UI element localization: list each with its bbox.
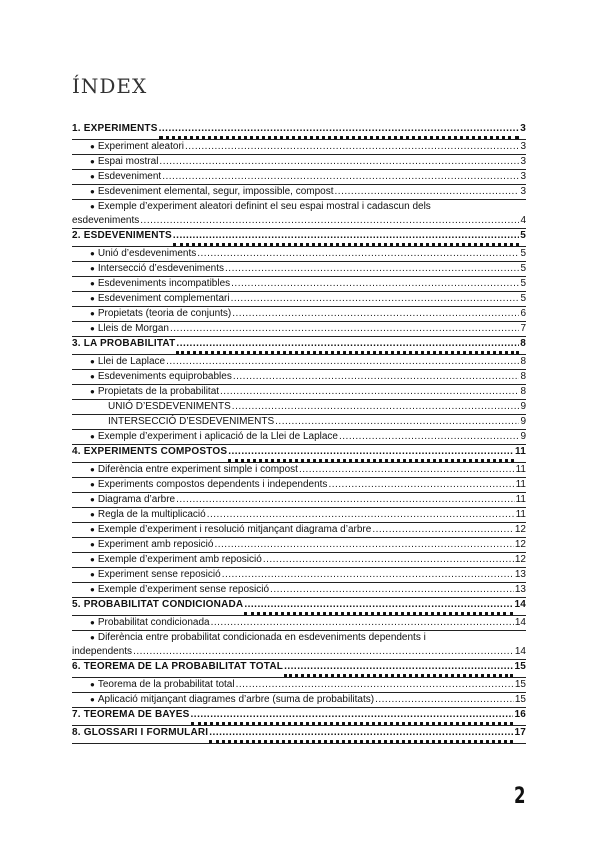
toc-item-line	[72, 370, 526, 384]
toc-page-number: 5	[520, 278, 526, 289]
toc-item-label: Diferència entre experiment simple i compost	[97, 464, 298, 475]
toc-item[interactable]	[72, 247, 526, 262]
toc-item-label: Esdeveniment	[97, 171, 162, 182]
dot-leader	[375, 693, 514, 707]
page-title: ÍNDEX	[72, 74, 148, 98]
bullet-icon: ●	[90, 372, 95, 381]
toc-page-number: 5	[520, 293, 526, 304]
toc-item[interactable]	[72, 322, 526, 337]
dot-leader	[270, 583, 514, 597]
toc-section-label: 4. EXPERIMENTS COMPOSTOS	[72, 446, 228, 457]
dot-leader	[233, 370, 520, 384]
toc-section[interactable]	[72, 229, 526, 247]
toc-item-label: UNIÓ D’ESDEVENIMENTS	[108, 401, 231, 412]
toc-section-label: 3. LA PROBABILITAT	[72, 338, 176, 349]
toc-item-line	[72, 277, 526, 291]
dot-leader	[207, 508, 515, 522]
dot-leader	[185, 140, 519, 154]
dot-leader	[166, 355, 519, 369]
toc-page-number: 3	[520, 156, 526, 167]
dot-leader	[170, 322, 519, 336]
toc-item-label: Experiments compostos dependents i independents	[97, 479, 328, 490]
dot-leader	[335, 185, 520, 199]
toc-section[interactable]	[72, 726, 526, 744]
toc-item-line	[72, 616, 526, 630]
toc-section[interactable]	[72, 660, 526, 678]
dot-leader	[275, 415, 519, 429]
toc-section-label: 6. TEOREMA DE LA PROBABILITAT TOTAL	[72, 661, 284, 672]
toc-item-label: INTERSECCIÓ D’ESDEVENIMENTS	[108, 416, 275, 427]
toc-item[interactable]	[72, 385, 526, 400]
bullet-icon: ●	[90, 309, 95, 318]
bullet-icon: ●	[90, 432, 95, 441]
toc-item-label: Aplicació mitjançant diagrames d’arbre (suma de probabilitats)	[97, 694, 375, 705]
bullet-icon: ●	[90, 202, 95, 211]
bullet-icon: ●	[90, 157, 95, 166]
toc-section-label: 7. TEOREMA DE BAYES	[72, 709, 190, 720]
toc-page-number: 5	[520, 248, 526, 259]
toc-item-line	[72, 170, 526, 184]
page-number: 2	[514, 784, 526, 809]
toc-page-number: 12	[514, 539, 526, 550]
dot-leader	[140, 214, 519, 228]
bullet-icon: ●	[90, 264, 95, 273]
toc-item[interactable]	[72, 568, 526, 583]
toc-page-number: 14	[514, 599, 526, 610]
toc-section[interactable]	[72, 122, 526, 140]
toc-item[interactable]	[72, 415, 526, 430]
toc-item[interactable]	[72, 140, 526, 155]
toc-item-line	[72, 493, 526, 507]
toc-item[interactable]	[72, 538, 526, 553]
toc-item-label: Experiment amb reposició	[97, 539, 214, 550]
bullet-icon: ●	[90, 249, 95, 258]
toc-item-line	[72, 385, 526, 399]
toc-item[interactable]	[72, 523, 526, 538]
toc-item[interactable]	[72, 200, 526, 229]
toc-item[interactable]	[72, 355, 526, 370]
toc-page-number: 11	[515, 479, 526, 490]
bullet-icon: ●	[90, 357, 95, 366]
toc-item-label: Intersecció d’esdeveniments	[97, 263, 225, 274]
toc-page-number: 13	[514, 569, 526, 580]
toc-section[interactable]	[72, 445, 526, 463]
toc-section-label: 5. PROBABILITAT CONDICIONADA	[72, 599, 244, 610]
toc-page-number: 15	[514, 694, 526, 705]
toc-item[interactable]	[72, 262, 526, 277]
toc-item[interactable]	[72, 478, 526, 493]
toc-item-label: Exemple d’experiment i aplicació de la Llei de Laplace	[97, 431, 338, 442]
toc-item-line	[72, 583, 526, 597]
dot-leader	[228, 445, 514, 462]
toc-item[interactable]	[72, 185, 526, 200]
toc-page-number: 11	[515, 494, 526, 505]
toc-item-line	[72, 185, 526, 199]
toc-section[interactable]	[72, 598, 526, 616]
toc-item-line	[72, 400, 526, 414]
bullet-icon: ●	[90, 172, 95, 181]
toc-item-line	[72, 337, 526, 354]
toc-item-line	[72, 568, 526, 582]
toc-item-line	[72, 678, 526, 692]
toc-item-line	[72, 292, 526, 306]
toc-item-line	[72, 229, 526, 246]
toc-page-number: 3	[520, 123, 526, 134]
toc-item-line	[72, 445, 526, 462]
toc-item-label: Diagrama d’arbre	[97, 494, 176, 505]
toc-page-number: 11	[515, 509, 526, 520]
dot-leader	[197, 247, 519, 261]
toc-item-line	[72, 122, 526, 139]
toc-item[interactable]	[72, 430, 526, 445]
toc-page-number: 9	[520, 416, 526, 427]
toc-item-label: Lleis de Morgan	[97, 323, 169, 334]
toc-item-line	[72, 262, 526, 276]
toc-item-label: Esdeveniment elemental, segur, impossible, compost	[97, 186, 334, 197]
dot-leader	[244, 598, 513, 615]
toc-section-label: 1. EXPERIMENTS	[72, 123, 158, 134]
toc-page-number: 15	[514, 679, 526, 690]
toc-page-number: 8	[520, 386, 526, 397]
toc-item-line	[72, 155, 526, 169]
bullet-icon: ●	[90, 480, 95, 489]
bullet-icon: ●	[90, 142, 95, 151]
toc-item-label: Esdeveniment complementari	[97, 293, 230, 304]
toc-page-number: 9	[520, 401, 526, 412]
toc-page-number: 11	[515, 446, 526, 457]
toc-item-label: Experiment sense reposició	[97, 569, 221, 580]
dot-leader	[159, 122, 520, 139]
toc-item-line	[72, 463, 526, 477]
toc-page-number: 6	[520, 308, 526, 319]
toc-page-number: 11	[515, 464, 526, 475]
dot-leader	[231, 277, 519, 291]
toc-section-label: 2. ESDEVENIMENTS	[72, 230, 172, 241]
toc-item-line	[72, 247, 526, 261]
toc-item-line	[72, 415, 526, 429]
dot-leader	[263, 553, 514, 567]
bullet-icon: ●	[90, 680, 95, 689]
table-of-contents	[72, 122, 526, 744]
toc-item[interactable]	[72, 493, 526, 508]
toc-item[interactable]	[72, 583, 526, 598]
toc-item-line	[72, 660, 526, 677]
toc-item[interactable]	[72, 370, 526, 385]
toc-page-number: 5	[520, 230, 526, 241]
toc-page-number: 8	[520, 356, 526, 367]
toc-item-line	[72, 214, 526, 228]
toc-item-label: Exemple d’experiment i resolució mitjançant diagrama d’arbre	[97, 524, 372, 535]
bullet-icon: ●	[90, 555, 95, 564]
toc-item-line	[72, 322, 526, 336]
bullet-icon: ●	[90, 510, 95, 519]
toc-item-line	[72, 538, 526, 552]
toc-item[interactable]	[72, 693, 526, 708]
toc-item-line	[72, 726, 526, 743]
bullet-icon: ●	[90, 465, 95, 474]
bullet-icon: ●	[90, 324, 95, 333]
toc-page-number: 3	[520, 171, 526, 182]
toc-item-label-cont: esdeveniments	[72, 215, 140, 226]
toc-page-number: 9	[520, 431, 526, 442]
toc-item-label: Regla de la multiplicació	[97, 509, 206, 520]
dot-leader	[159, 155, 519, 169]
toc-item-line	[72, 553, 526, 567]
toc-page-number: 17	[514, 727, 526, 738]
toc-item-line	[72, 708, 526, 725]
dot-leader	[191, 708, 514, 725]
bullet-icon: ●	[90, 525, 95, 534]
toc-item-line	[72, 631, 526, 645]
toc-item[interactable]	[72, 292, 526, 307]
toc-page-number: 12	[514, 554, 526, 565]
toc-item[interactable]	[72, 678, 526, 693]
toc-item[interactable]	[72, 170, 526, 185]
toc-page-number: 15	[514, 661, 526, 672]
toc-item-label: Exemple d’experiment sense reposició	[97, 584, 270, 595]
dot-leader	[232, 307, 519, 321]
toc-item-line	[72, 478, 526, 492]
toc-item[interactable]	[72, 553, 526, 568]
toc-item-label: Esdeveniments equiprobables	[97, 371, 232, 382]
toc-page-number: 7	[520, 323, 526, 334]
toc-item[interactable]	[72, 631, 526, 660]
toc-item-line	[72, 523, 526, 537]
toc-item-label: Propietats de la probabilitat	[97, 386, 220, 397]
dot-leader	[176, 493, 515, 507]
bullet-icon: ●	[90, 279, 95, 288]
dot-leader	[372, 523, 514, 537]
toc-page-number: 14	[514, 646, 526, 657]
dot-leader	[231, 292, 520, 306]
toc-item[interactable]	[72, 616, 526, 631]
toc-item-line	[72, 598, 526, 615]
toc-item-label: Diferència entre probabilitat condicionada en esdeveniments dependents i	[97, 632, 426, 643]
toc-item-label: Exemple d’experiment aleatori definint el seu espai mostral i cadascun dels	[97, 201, 431, 212]
bullet-icon: ●	[90, 387, 95, 396]
toc-item[interactable]	[72, 400, 526, 415]
toc-page-number: 8	[520, 338, 526, 349]
bullet-icon: ●	[90, 570, 95, 579]
dot-leader	[284, 660, 513, 677]
toc-item-line	[72, 645, 526, 659]
dot-leader	[176, 337, 519, 354]
dot-leader	[173, 229, 519, 246]
toc-item[interactable]	[72, 155, 526, 170]
dot-leader	[299, 463, 515, 477]
dot-leader	[211, 616, 514, 630]
dot-leader	[214, 538, 513, 552]
dot-leader	[236, 678, 514, 692]
toc-item-label: Teorema de la probabilitat total	[97, 679, 235, 690]
toc-item-line	[72, 355, 526, 369]
toc-item-label: Propietats (teoria de conjunts)	[97, 308, 232, 319]
toc-item-line	[72, 508, 526, 522]
dot-leader	[339, 430, 519, 444]
dot-leader	[209, 726, 513, 743]
toc-page-number: 12	[514, 524, 526, 535]
toc-item-label: Llei de Laplace	[97, 356, 166, 367]
toc-page-number: 5	[520, 263, 526, 274]
toc-section[interactable]	[72, 337, 526, 355]
toc-section-label: 8. GLOSSARI I FORMULARI	[72, 727, 209, 738]
toc-page-number: 13	[514, 584, 526, 595]
toc-page-number: 3	[520, 186, 526, 197]
toc-page-number: 14	[514, 617, 526, 628]
bullet-icon: ●	[90, 618, 95, 627]
bullet-icon: ●	[90, 294, 95, 303]
toc-page-number: 8	[520, 371, 526, 382]
dot-leader	[328, 478, 514, 492]
bullet-icon: ●	[90, 633, 95, 642]
toc-item-label: Esdeveniments incompatibles	[97, 278, 231, 289]
toc-item-line	[72, 200, 526, 214]
dot-leader	[222, 568, 514, 582]
toc-item-line	[72, 307, 526, 321]
dot-leader	[162, 170, 519, 184]
dot-leader	[133, 645, 514, 659]
toc-item-label: Exemple d’experiment amb reposició	[97, 554, 262, 565]
bullet-icon: ●	[90, 695, 95, 704]
toc-item-line	[72, 140, 526, 154]
toc-item[interactable]	[72, 463, 526, 478]
toc-item[interactable]	[72, 508, 526, 523]
toc-item[interactable]	[72, 307, 526, 322]
bullet-icon: ●	[90, 540, 95, 549]
bullet-icon: ●	[90, 585, 95, 594]
toc-item-label: Espai mostral	[97, 156, 159, 167]
toc-page-number: 4	[520, 215, 526, 226]
dot-leader	[232, 400, 520, 414]
bullet-icon: ●	[90, 495, 95, 504]
toc-item-line	[72, 430, 526, 444]
toc-item-label: Probabilitat condicionada	[97, 617, 210, 628]
bullet-icon: ●	[90, 187, 95, 196]
toc-page-number: 3	[520, 141, 526, 152]
toc-item-label: Experiment aleatori	[97, 141, 184, 152]
toc-section[interactable]	[72, 708, 526, 726]
toc-item-label-cont: independents	[72, 646, 133, 657]
toc-page-number: 16	[514, 709, 526, 720]
toc-item-line	[72, 693, 526, 707]
toc-item-label: Unió d’esdeveniments	[97, 248, 197, 259]
dot-leader	[220, 385, 519, 399]
dot-leader	[225, 262, 519, 276]
toc-item[interactable]	[72, 277, 526, 292]
